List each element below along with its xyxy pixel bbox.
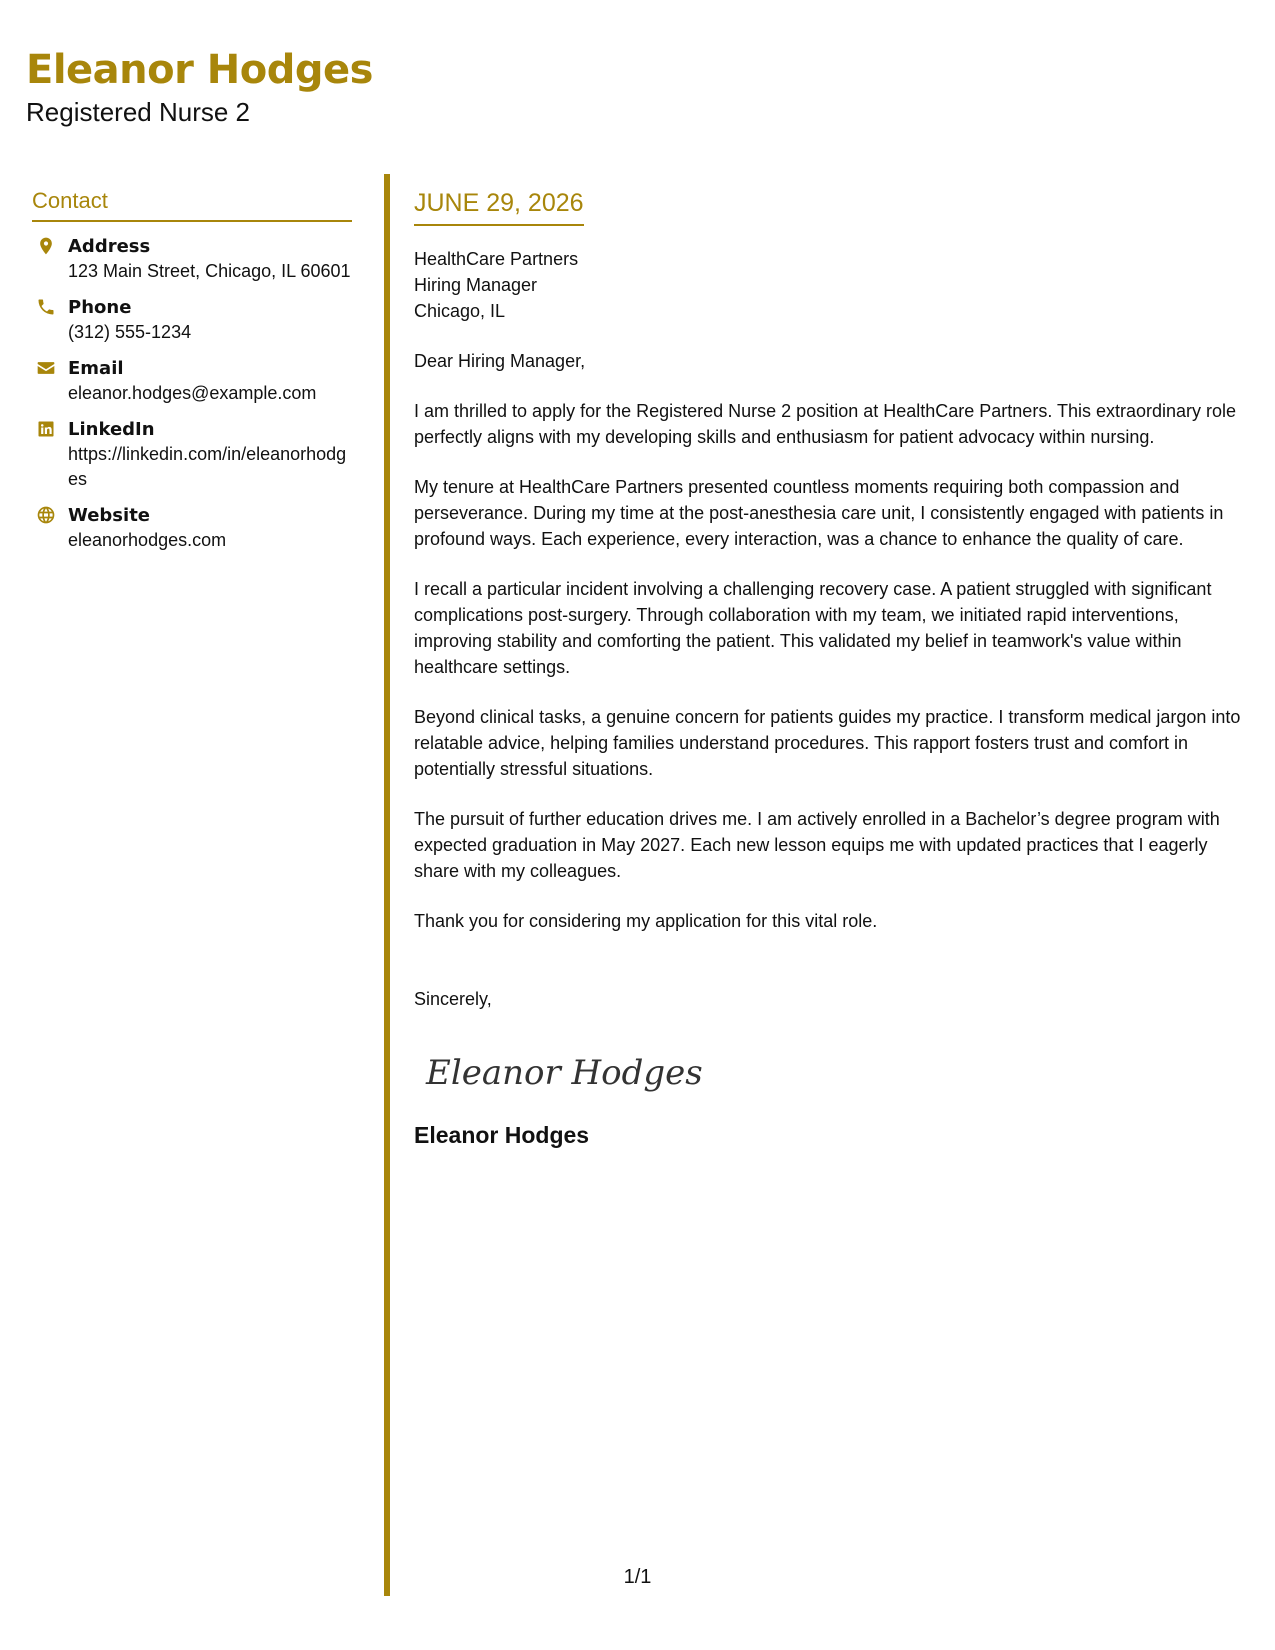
- body-paragraph: The pursuit of further education drives me. I am actively enrolled in a Bachelor’s degree program with expected graduation in May 2027. Each new lesson equips me with updated practices that I eagerly share with my colleagues.: [414, 809, 1220, 881]
- recipient-title: Hiring Manager: [414, 275, 538, 295]
- contact-sidebar: [32, 188, 352, 564]
- job-title: Registered Nurse 2: [26, 97, 250, 127]
- candidate-name: Eleanor Hodges: [26, 47, 373, 93]
- contact-label: Phone: [68, 297, 132, 319]
- contact-label: LinkedIn: [68, 419, 155, 441]
- column-divider: [384, 174, 390, 1596]
- envelope-icon: [34, 356, 58, 380]
- contact-heading: Contact: [32, 188, 352, 222]
- contact-item-linkedin: [32, 417, 352, 492]
- contact-text: [68, 295, 352, 345]
- contact-item-website: [32, 503, 352, 553]
- contact-text: [68, 234, 352, 284]
- contact-item-phone: [32, 295, 352, 345]
- signature-text: Eleanor Hodges: [426, 1053, 703, 1093]
- contact-text: [68, 417, 352, 492]
- linkedin-icon: [34, 417, 58, 441]
- address-value: 123 Main Street, Chicago, IL 60601: [68, 261, 351, 282]
- phone-icon: [34, 295, 58, 319]
- salutation: Dear Hiring Manager,: [414, 351, 586, 371]
- body-paragraph: My tenure at HealthCare Partners presented countless moments requiring both compassion and perseverance. During my time at the post-anesthesia care unit, I consistently engaged with patients in profound ways. Each experience, every interaction, was a chance to enhance the quality of care.: [414, 477, 1224, 549]
- contact-item-address: [32, 234, 352, 284]
- contact-label: Address: [68, 236, 151, 258]
- letter-date: JUNE 29, 2026: [414, 188, 584, 226]
- contact-list: [32, 234, 352, 553]
- email-value: eleanor.hodges@example.com: [68, 383, 317, 404]
- linkedin-link[interactable]: https://linkedin.com/in/eleanorhodges: [68, 444, 347, 490]
- contact-text: [68, 356, 352, 406]
- contact-text: [68, 503, 352, 553]
- website-link[interactable]: eleanorhodges.com: [68, 530, 227, 551]
- phone-value: (312) 555-1234: [68, 322, 192, 343]
- body-paragraph: I recall a particular incident involving a challenging recovery case. A patient struggled with significant complications post-surgery. Through collaboration with my team, we initiated rapid interventions, improving stability and comforting the patient. This validated my belief in teamwork's value within healthcare settings.: [414, 579, 1212, 677]
- globe-icon: [34, 503, 58, 527]
- contact-item-email: [32, 356, 352, 406]
- handwritten-signature: [422, 1040, 742, 1100]
- contact-label: Website: [68, 505, 151, 527]
- map-pin-icon: [34, 234, 58, 258]
- letter-body: [414, 188, 1254, 1150]
- recipient-company: HealthCare Partners: [414, 249, 579, 269]
- recipient-location: Chicago, IL: [414, 301, 506, 321]
- body-paragraph: Thank you for considering my application for this vital role.: [414, 911, 878, 931]
- page-number: 1/1: [623, 1566, 652, 1588]
- body-paragraph: Beyond clinical tasks, a genuine concern for patients guides my practice. I transform medical jargon into relatable advice, helping families understand procedures. This rapport fosters trust and comfort in potentially stressful situations.: [414, 707, 1241, 779]
- closing: Sincerely,: [414, 989, 492, 1009]
- signer-name: Eleanor Hodges: [414, 1122, 590, 1148]
- recipient-block: [414, 246, 1254, 324]
- contact-label: Email: [68, 358, 124, 380]
- body-paragraph: I am thrilled to apply for the Registered Nurse 2 position at HealthCare Partners. This extraordinary role perfectly aligns with my developing skills and enthusiasm for patient advocacy within nursing.: [414, 401, 1237, 447]
